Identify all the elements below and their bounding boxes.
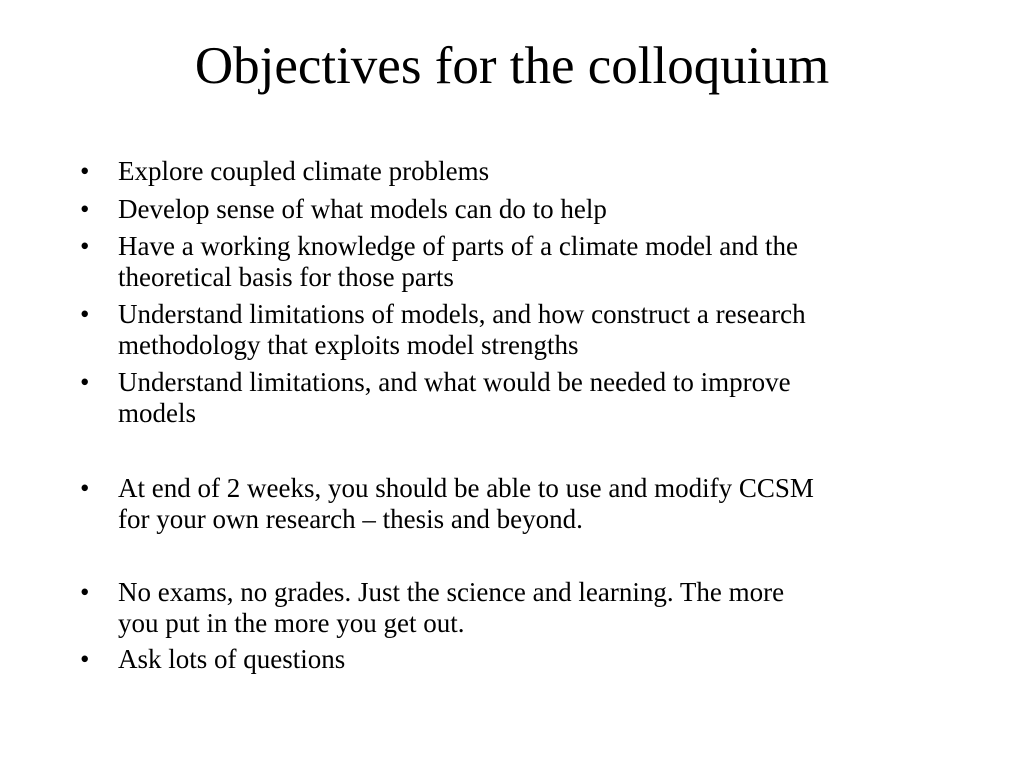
- bullet-text: Explore coupled climate problems: [118, 156, 490, 186]
- bullet-text: No exams, no grades. Just the science and learning. The more you put in the more you get out.: [118, 577, 785, 638]
- bullet-text: Understand limitations of models, and how construct a research methodology that exploits model strengths: [118, 299, 806, 360]
- bullet-item: [0, 194, 1000, 225]
- bullet-text: At end of 2 weeks, you should be able to use and modify CCSM for your own research – thesis and beyond.: [118, 473, 814, 534]
- bullet-text: Understand limitations, and what would be needed to improve models: [118, 367, 791, 428]
- bullet-item: [0, 299, 1000, 361]
- bullet-marker: •: [80, 194, 90, 224]
- bullet-item: [0, 577, 1000, 639]
- bullet-marker: •: [80, 577, 90, 607]
- bullet-text: Ask lots of questions: [118, 644, 346, 674]
- bullet-item: [0, 156, 1000, 187]
- bullet-marker: •: [80, 473, 90, 503]
- bullet-item: [0, 367, 1000, 429]
- slide-title: Objectives for the colloquium: [194, 37, 830, 95]
- bullet-item: [0, 473, 1000, 535]
- bullet-marker: •: [80, 367, 90, 397]
- bullet-text: Have a working knowledge of parts of a climate model and the theoretical basis for those parts: [118, 231, 799, 292]
- bullet-item: [0, 231, 1000, 293]
- bullet-marker: •: [80, 156, 90, 186]
- bullet-marker: •: [80, 299, 90, 329]
- bullet-marker: •: [80, 644, 90, 674]
- bullet-marker: •: [80, 231, 90, 261]
- bullet-text: Develop sense of what models can do to help: [118, 194, 607, 224]
- bullet-item: [0, 644, 1000, 675]
